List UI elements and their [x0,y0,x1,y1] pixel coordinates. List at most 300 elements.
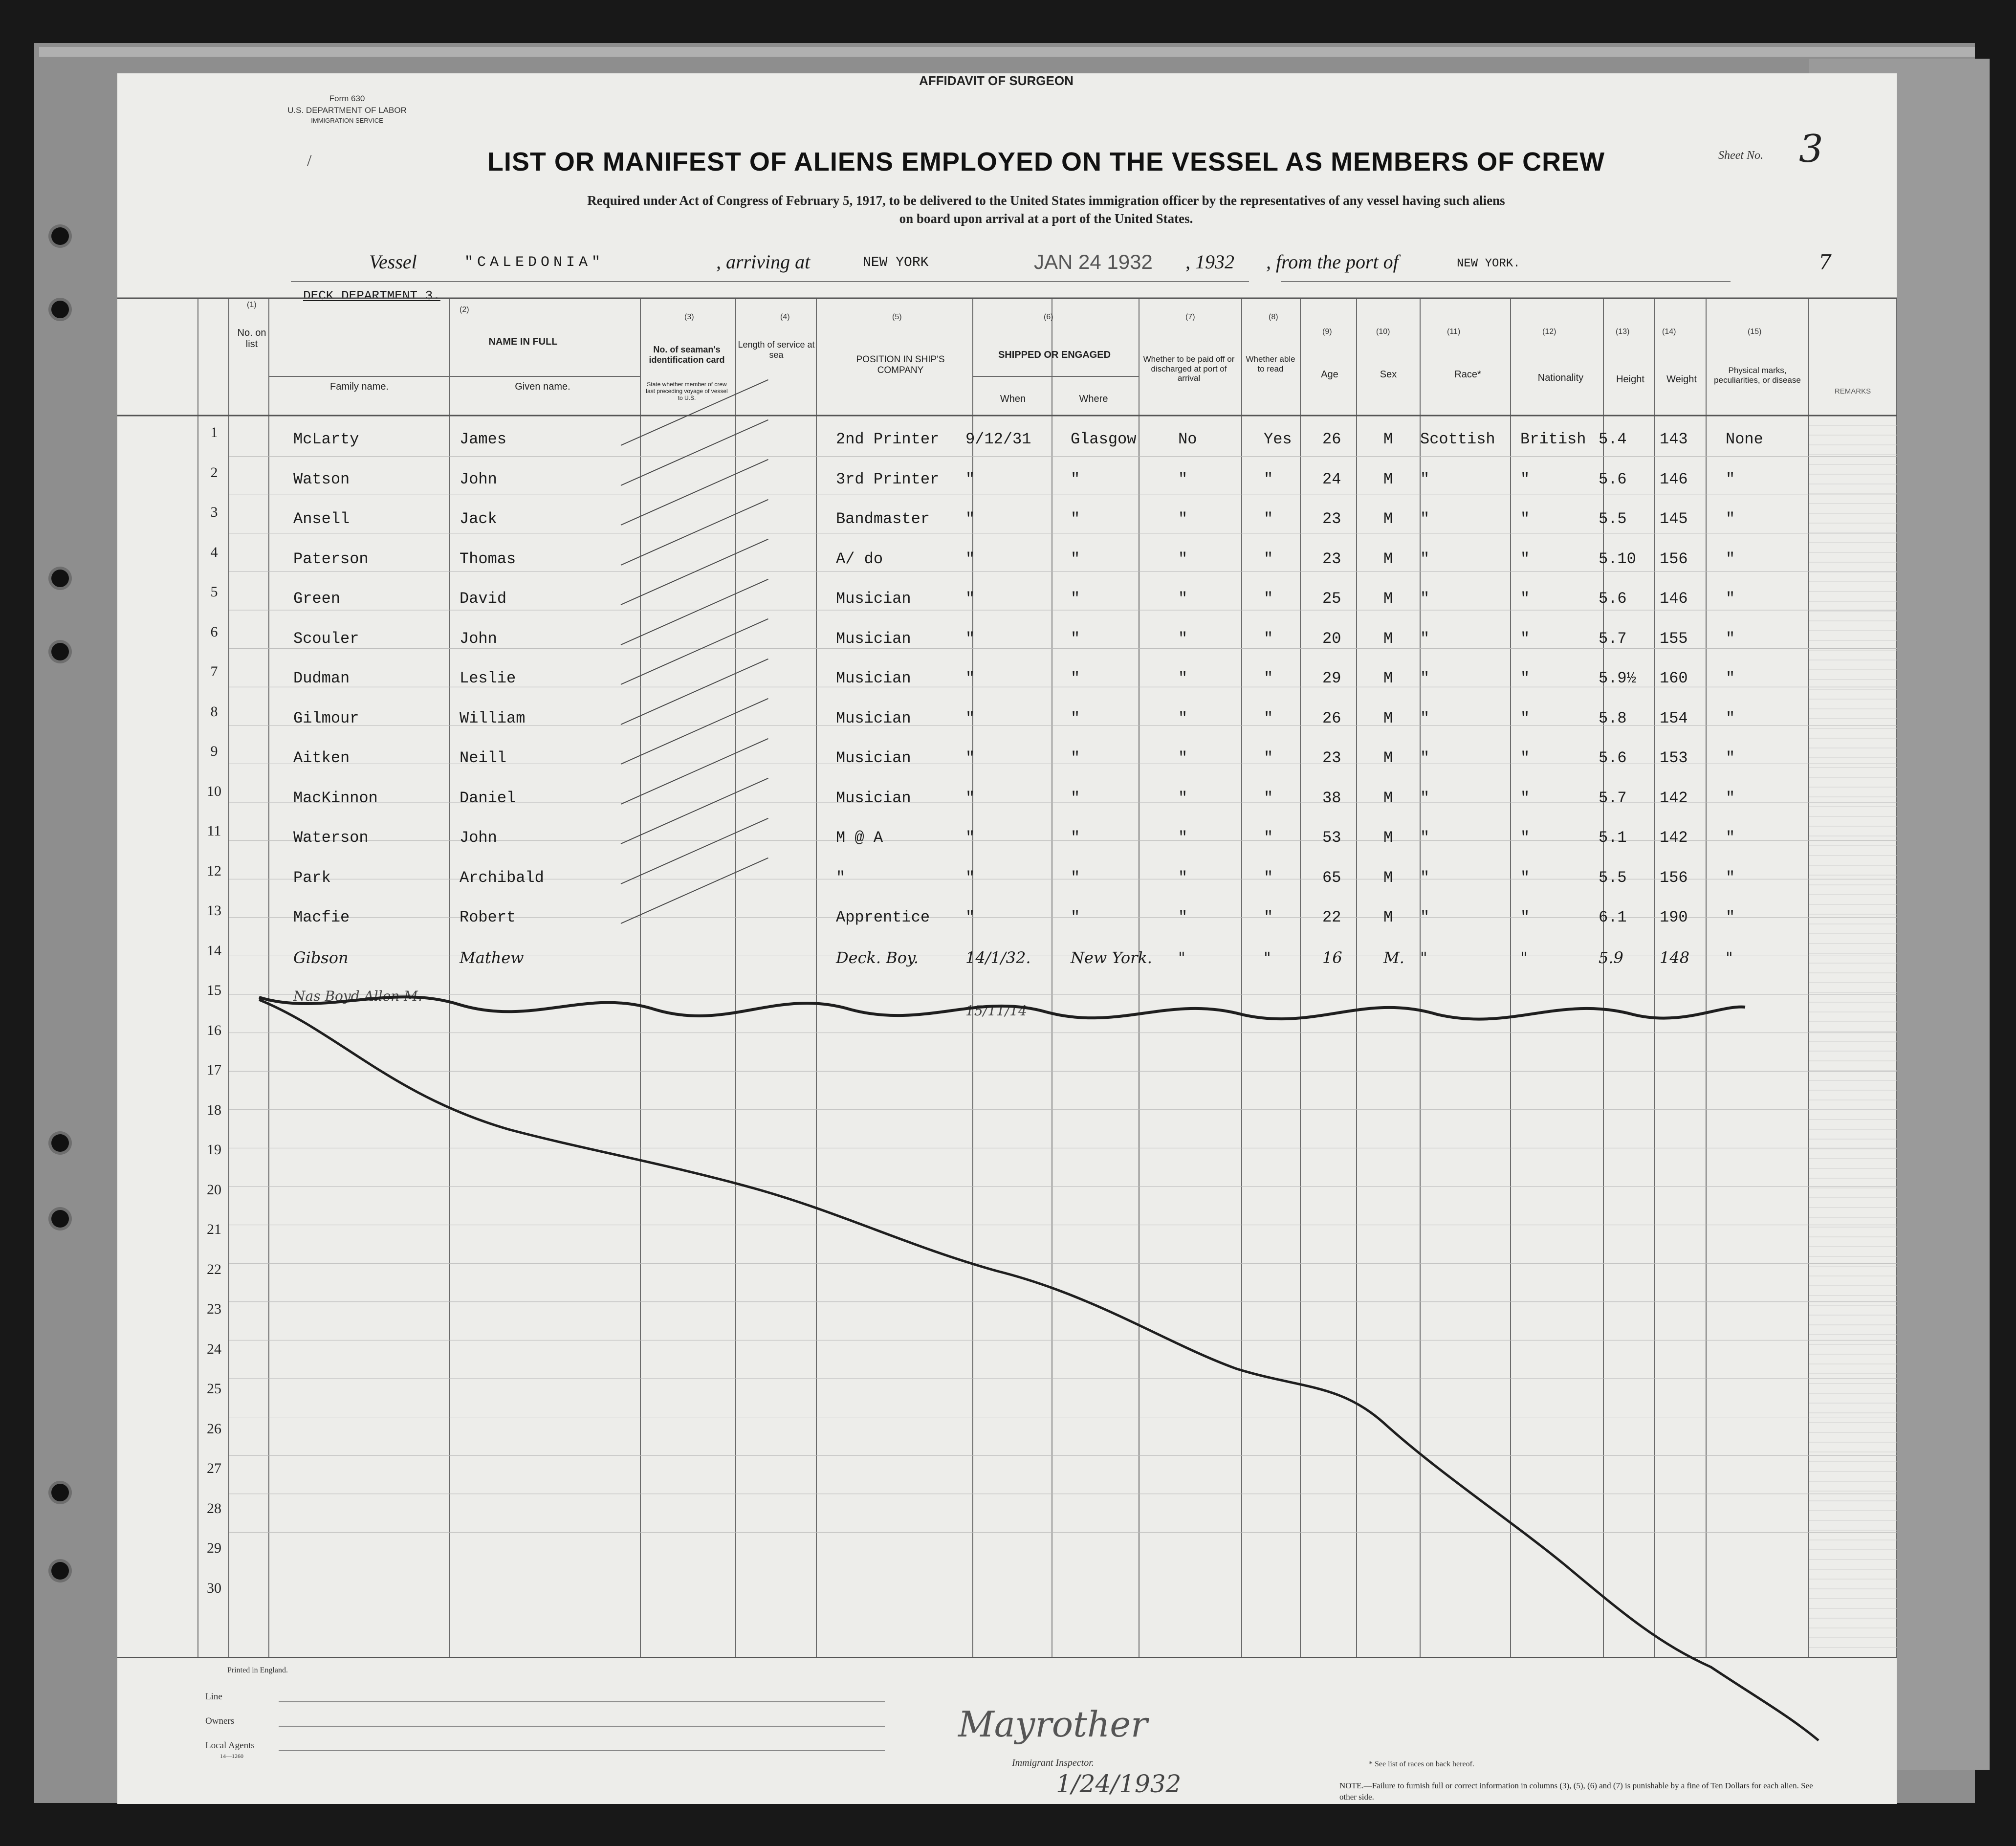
page-title: LIST OR MANIFEST OF ALIENS EMPLOYED ON THE VESSEL AS MEMBERS OF CREW [487,147,1605,176]
weight: 160 [1660,669,1688,687]
height: 5.9½ [1599,669,1636,687]
race: " [1420,470,1430,488]
physical-marks: " [1726,829,1735,847]
colnum: (10) [1376,328,1390,336]
race: " [1420,749,1430,767]
form-number: Form 630 [329,94,365,103]
paid-off: " [1178,709,1188,727]
weight: 154 [1660,709,1688,727]
shipped-when: " [965,709,975,727]
weight: 148 [1660,948,1690,967]
punch-hole [51,301,69,318]
family-name: Nas Boyd Allen M. [293,988,422,1004]
header-when: When [1000,394,1026,404]
shipped-where: " [1071,829,1080,847]
able-to-read: " [1264,749,1273,767]
shipped-when: " [965,590,975,608]
paid-off: " [1178,510,1188,528]
family-name: Aitken [293,749,350,767]
height: 5.6 [1599,590,1627,608]
able-to-read: " [1264,789,1273,807]
physical-marks: " [1726,549,1735,568]
weight: 143 [1660,430,1688,448]
nationality: " [1520,669,1530,687]
physical-marks: " [1726,709,1735,727]
physical-marks: " [1726,629,1735,648]
shipped-when: 15/11/14 [965,1003,1027,1019]
position: 3rd Printer [836,470,940,488]
paid-off: " [1178,908,1188,926]
row-number: 15 [207,982,221,998]
colnum: (9) [1322,328,1332,336]
margin-mark: 7 [1819,250,1832,274]
age: 23 [1322,749,1341,767]
from-port: NEW YORK. [1457,257,1520,270]
age: 65 [1322,868,1341,887]
family-name: McLarty [293,430,359,448]
nationality: " [1520,868,1530,887]
row-number: 27 [207,1460,221,1476]
header-weight: Weight [1666,374,1697,385]
family-name: Green [293,590,341,608]
header-read: Whether able to read [1246,354,1295,374]
nationality: " [1520,789,1530,807]
position: Apprentice [836,908,930,926]
sex: M [1383,629,1393,648]
physical-marks: " [1726,590,1735,608]
signature-date: 1/24/1932 [1056,1770,1182,1798]
given-name: Daniel [460,789,516,807]
able-to-read: Yes [1264,430,1292,448]
row-number: 24 [207,1341,221,1357]
punch-hole [51,1134,69,1152]
from-label: , from the port of [1266,251,1399,273]
nationality: " [1520,749,1530,767]
race: " [1420,868,1430,887]
colnum: (7) [1185,313,1195,321]
row-number: 16 [207,1022,221,1038]
height: 5.6 [1599,749,1627,767]
date-stamp: JAN 24 1932 [1034,250,1153,273]
nationality: British [1520,430,1586,448]
sex: M [1383,749,1393,767]
nationality: " [1520,948,1528,967]
given-name: Thomas [460,549,516,568]
physical-marks: None [1726,430,1763,448]
given-name: David [460,590,507,608]
physical-marks: " [1726,510,1735,528]
shipped-when: " [965,908,975,926]
race: " [1420,669,1430,687]
weight: 156 [1660,868,1688,887]
header-height: Height [1616,374,1644,385]
able-to-read: " [1264,948,1271,967]
physical-marks: " [1726,908,1735,926]
footer-agents-label: Local Agents [205,1740,255,1751]
able-to-read: " [1264,590,1273,608]
colnum: (12) [1542,328,1556,336]
sex: M [1383,430,1393,448]
diagonal-cancel-line [259,1000,1819,1740]
shipped-when: " [965,549,975,568]
header-idcard-note: State whether member of crew last preceding voyage of vessel to U.S. [646,381,728,401]
wavy-cancel-line [259,997,1745,1019]
able-to-read: " [1264,629,1273,648]
family-name: Paterson [293,549,369,568]
paid-off: " [1178,789,1188,807]
header-family: Family name. [329,381,389,392]
nationality: " [1520,629,1530,648]
arriving-port: NEW YORK [863,255,929,270]
row-number: 8 [210,703,218,720]
sex: M [1383,709,1393,727]
height: 5.5 [1599,868,1627,887]
header-position: POSITION IN SHIP'S COMPANY [856,354,945,375]
paid-off: " [1178,829,1188,847]
sex: M [1383,829,1393,847]
race: " [1420,908,1430,926]
shipped-when: " [965,669,975,687]
able-to-read: " [1264,709,1273,727]
row-number: 17 [207,1062,221,1078]
shipped-when: " [965,749,975,767]
sex: M [1383,669,1393,687]
able-to-read: " [1264,908,1273,926]
age: 26 [1322,709,1341,727]
vessel-name: "CALEDONIA" [464,254,605,271]
top-label: AFFIDAVIT OF SURGEON [919,73,1074,88]
height: 5.8 [1599,709,1627,727]
row-number: 3 [210,504,218,520]
given-name: Archibald [460,868,544,887]
colnum: (2) [460,306,469,314]
paid-off: " [1178,549,1188,568]
paid-off: " [1178,669,1188,687]
back-sheet-top-edge [39,47,1975,57]
row-number: 13 [207,902,221,919]
family-name: Macfie [293,908,350,926]
row-number: 25 [207,1381,221,1397]
shipped-where: Glasgow [1071,430,1137,448]
shipped-where: " [1071,669,1080,687]
shipped-when: " [965,470,975,488]
family-name: Gilmour [293,709,359,727]
paid-off: " [1178,629,1188,648]
paid-off: " [1178,948,1185,967]
physical-marks: " [1726,789,1735,807]
age: 25 [1322,590,1341,608]
position: Musician [836,669,911,687]
age: 22 [1322,908,1341,926]
colnum: (4) [780,313,790,321]
nationality: " [1520,908,1530,926]
row-number: 6 [210,623,218,640]
pen-mark: / [307,152,312,170]
row-number: 10 [207,783,221,799]
header-idcard: No. of seaman's identification card [649,345,725,365]
position: M @ A [836,829,883,847]
colnum: (14) [1662,328,1676,336]
weight: 156 [1660,549,1688,568]
fine-note: NOTE.—Failure to furnish full or correct information in columns (3), (5), (6) and (7) is punishable by a fine of Ten Dollars for each alien. See other side. [1339,1781,1813,1802]
punch-hole [51,227,69,245]
subtitle-line1: Required under Act of Congress of February 5, 1917, to be delivered to the United States immigration officer by the representatives of any vessel having such aliens [587,193,1505,208]
row-number: 29 [207,1540,221,1556]
form-dept: U.S. DEPARTMENT OF LABOR [287,105,407,115]
sex: M. [1383,948,1404,967]
nationality: " [1520,590,1530,608]
given-name: John [460,629,497,648]
height: 6.1 [1599,908,1627,926]
colnum: (6) [1044,313,1053,321]
colnum: (8) [1269,313,1278,321]
vessel-year: , 1932 [1185,251,1234,273]
given-name: William [460,709,526,727]
sex: M [1383,590,1393,608]
row-number: 1 [210,424,218,440]
race: " [1420,510,1430,528]
height: 5.10 [1599,549,1636,568]
family-name: Gibson [293,948,349,967]
row-number: 23 [207,1301,221,1317]
shipped-when: 14/1/32. [965,948,1031,967]
paid-off: No [1178,430,1197,448]
row-number: 18 [207,1101,221,1118]
age: 26 [1322,430,1341,448]
footer-line-label: Line [205,1692,222,1702]
header-remarks: REMARKS [1834,387,1871,396]
race: " [1420,829,1430,847]
shipped-where: " [1071,590,1080,608]
shipped-where: " [1071,868,1080,887]
position: Musician [836,629,911,648]
physical-marks: " [1726,749,1735,767]
given-name: Mathew [460,948,524,967]
punch-hole [51,1562,69,1580]
row-number: 2 [210,464,218,481]
able-to-read: " [1264,549,1273,568]
shipped-when: " [965,510,975,528]
position: Musician [836,590,911,608]
footer-form-code: 14—1260 [220,1753,243,1759]
shipped-where: " [1071,749,1080,767]
header-paid: Whether to be paid off or discharged at port of arrival [1143,354,1235,383]
able-to-read: " [1264,510,1273,528]
sex: M [1383,789,1393,807]
colnum: (11) [1447,328,1461,336]
family-name: Dudman [293,669,350,687]
race: " [1420,629,1430,648]
weight: 146 [1660,590,1688,608]
header-marks: Physical marks, peculiarities, or disease [1714,366,1801,385]
nationality: " [1520,549,1530,568]
family-name: Park [293,868,331,887]
height: 5.5 [1599,510,1627,528]
footer-rule [279,1701,885,1702]
header-age: Age [1321,369,1338,380]
given-name: Leslie [460,669,516,687]
given-name: Neill [460,749,507,767]
weight: 142 [1660,789,1688,807]
colnum: (15) [1748,328,1762,336]
height: 5.9 [1599,948,1623,967]
nationality: " [1520,510,1530,528]
vessel-label: Vessel [369,251,417,273]
row-number: 20 [207,1181,221,1198]
able-to-read: " [1264,669,1273,687]
family-name: MacKinnon [293,789,378,807]
header-name: NAME IN FULL [488,336,558,347]
row-number: 4 [210,544,218,560]
position: " [836,868,846,887]
race: " [1420,590,1430,608]
race: " [1420,789,1430,807]
weight: 146 [1660,470,1688,488]
nationality: " [1520,829,1530,847]
age: 16 [1322,948,1342,967]
age: 24 [1322,470,1341,488]
punch-hole [51,1210,69,1228]
age: 23 [1322,510,1341,528]
subtitle-line2: on board upon arrival at a port of the United States. [899,211,1193,226]
header-given: Given name. [515,381,570,392]
row-number: 5 [210,584,218,600]
paid-off: " [1178,590,1188,608]
row-number: 22 [207,1261,221,1277]
nationality: " [1520,470,1530,488]
shipped-where: " [1071,549,1080,568]
weight: 142 [1660,829,1688,847]
inspector-label: Immigrant Inspector. [1012,1758,1094,1768]
form-service: IMMIGRATION SERVICE [311,116,383,124]
shipped-when: 9/12/31 [965,430,1031,448]
inspector-signature: Mayrother [958,1704,1148,1745]
given-name: James [460,430,507,448]
row-number: 14 [207,942,221,959]
able-to-read: " [1264,829,1273,847]
weight: 153 [1660,749,1688,767]
punch-hole [51,570,69,587]
position: Deck. Boy. [836,948,919,967]
physical-marks: " [1726,669,1735,687]
colnum: (5) [892,313,902,321]
printed-note: Printed in England. [227,1666,288,1674]
sex: M [1383,510,1393,528]
header-nationality: Nationality [1537,373,1584,383]
sex: M [1383,908,1393,926]
shipped-when: " [965,868,975,887]
header-race: Race* [1454,369,1481,380]
age: 38 [1322,789,1341,807]
race: " [1420,709,1430,727]
sex: M [1383,470,1393,488]
row-number: 21 [207,1221,221,1237]
shipped-where: " [1071,470,1080,488]
age: 20 [1322,629,1341,648]
row-number: 12 [207,862,221,879]
footer-owners-label: Owners [205,1716,235,1726]
row-number: 26 [207,1420,221,1437]
race: " [1420,549,1430,568]
family-name: Watson [293,470,350,488]
given-name: Robert [460,908,516,926]
cancel-strokes [117,73,1897,1804]
family-name: Waterson [293,829,369,847]
position: Musician [836,709,911,727]
able-to-read: " [1264,470,1273,488]
colnum: (3) [684,313,694,321]
punch-hole [51,1484,69,1501]
age: 53 [1322,829,1341,847]
family-name: Scouler [293,629,359,648]
manifest-sheet [117,73,1897,1804]
shipped-where: New York. [1071,948,1152,967]
weight: 190 [1660,908,1688,926]
given-name: John [460,470,497,488]
header-no: No. on list [237,328,266,350]
physical-marks: " [1726,470,1735,488]
position: 2nd Printer [836,430,940,448]
height: 5.4 [1599,430,1627,448]
race: " [1420,948,1427,967]
races-note: * See list of races on back hereof. [1369,1760,1474,1768]
shipped-where: " [1071,629,1080,648]
colnum: (1) [247,301,257,309]
row-number: 9 [210,743,218,759]
position: Bandmaster [836,510,930,528]
sex: M [1383,868,1393,887]
sheet-label: Sheet No. [1718,149,1763,162]
row-number: 28 [207,1500,221,1516]
height: 5.1 [1599,829,1627,847]
shipped-where: " [1071,510,1080,528]
position: Musician [836,789,911,807]
footer-rule [279,1726,885,1727]
header-where: Where [1079,394,1108,404]
weight: 145 [1660,510,1688,528]
header-service: Length of service at sea [738,340,815,360]
position: Musician [836,749,911,767]
given-name: Jack [460,510,497,528]
row-number: 19 [207,1142,221,1158]
given-name: John [460,829,497,847]
shipped-when: " [965,829,975,847]
age: 29 [1322,669,1341,687]
paid-off: " [1178,749,1188,767]
shipped-where: " [1071,789,1080,807]
shipped-when: " [965,629,975,648]
sex: M [1383,549,1393,568]
paid-off: " [1178,470,1188,488]
physical-marks: " [1726,948,1733,967]
colnum: (13) [1616,328,1630,336]
shipped-where: " [1071,709,1080,727]
shipped-where: " [1071,908,1080,926]
paid-off: " [1178,868,1188,887]
physical-marks: " [1726,868,1735,887]
height: 5.6 [1599,470,1627,488]
footer-rule [279,1750,885,1751]
able-to-read: " [1264,868,1273,887]
position: A/ do [836,549,883,568]
department-label: DECK DEPARTMENT 3. [303,288,440,303]
row-number: 11 [207,823,221,839]
header-shipped: SHIPPED OR ENGAGED [998,350,1111,360]
row-number: 30 [207,1580,221,1596]
shipped-when: " [965,789,975,807]
nationality: " [1520,709,1530,727]
row-number: 7 [210,663,218,680]
